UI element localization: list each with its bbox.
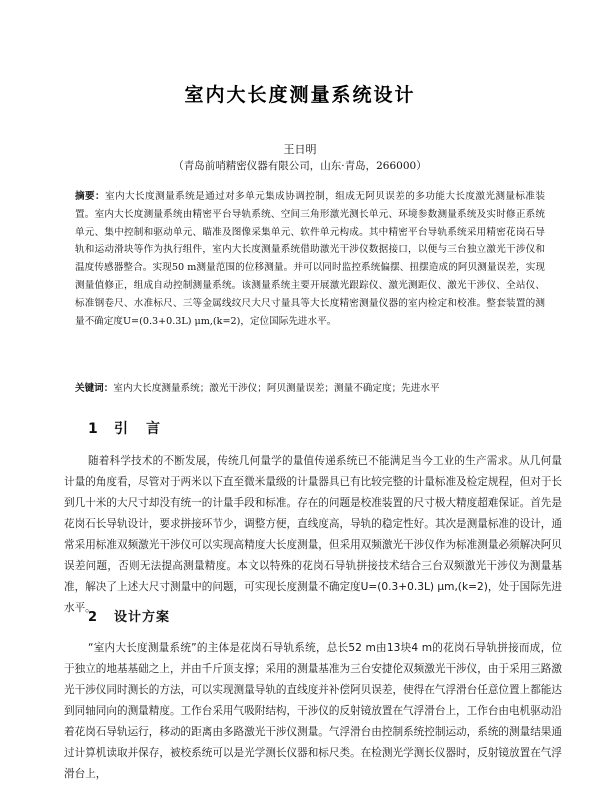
section-heading-design bbox=[88, 606, 170, 625]
abstract-text: 室内大长度测量系统是通过对多单元集成协调控制，组成无阿贝误差的多功能大长度激光测量标准装置。室内大长度测量系统由精密平台导轨系统、空间三角形激光测长单元、环境参数测量系统及实时修正系统单元、集中控制和驱动单元、瞄准及图像采集单元、软件单元构成。其中精密平台导轨系统采用精密花岗石导轨和运动滑块等作为执行组件，室内大长度测量系统借助激光干涉仪数据接口，以便与三台独立激光干涉仪和温度传感器整合。实现50 m测量范围的位移测量。并可以同时监控系统偏摆、扭摆造成的阿贝测量误差，实现测量值修正，组成自动控制测量系统。该测量系统主要开展激光跟踪仪、激光测距仪、激光干涉仪、全站仪、标准钢卷尺、水准标尺、三等金属线纹尺大尺寸量具等大长度精密测量仪器的室内检定和校准。整套装置的测量不确定度U=(0.3+0.3L) μm,(k=2)，定位国际先进水平。 bbox=[75, 191, 546, 327]
section-number: 1 bbox=[88, 421, 99, 437]
section-heading-introduction bbox=[88, 418, 178, 438]
author-affiliation: （青岛前哨精密仪器有限公司，山东·青岛，266000） bbox=[173, 160, 427, 172]
section-title: 设计方案 bbox=[114, 610, 171, 625]
section-number: 2 bbox=[88, 610, 99, 625]
keywords-label: 关键词： bbox=[75, 383, 114, 394]
abstract bbox=[75, 188, 545, 330]
author-name: 王日明 bbox=[283, 143, 317, 156]
introduction-paragraph: 随着科学技术的不断发展，传统几何量学的量值传递系统已不能满足当今工业的生产需求。从几何量计量的角度看，尽管对于两米以下直至微米量级的计量器具已有比较完整的计量标准及检定规程，但对于长到几十米的大尺寸却没有统一的计量手段和标准。存在的问题是校准装置的尺寸极大精度超难保证。首先是花岗石长导轨设计，要求拼接环节少，调整方便，直线度高，导轨的稳定性好。其次是测量标准的设计，通常采用标准双频激光干涉仪可以实现高精度大长度测量，但采用双频激光干涉仪作为标准测量必须解决阿贝误差问题，否则无法提高测量精度。本文以特殊的花岗石导轨拼接技术结合三台双频激光干涉仪为测量基准，解决了上述大尺寸测量中的问题，可实现长度测量不确定度U=(0.3+0.3L) μm,(k=2)，处于国际先进水平。 bbox=[64, 455, 562, 614]
paper-title: 室内大长度测量系统设计 bbox=[184, 84, 416, 106]
design-paragraph: “室内大长度测量系统”的主体是花岗石导轨系统，总长52 m由13块4 m的花岗石导轨拼接而成，位于独立的地基基础之上，并由千斤顶支撑；采用的测量基准为三台安捷伦双频激光干涉仪，由于采用三路激光干涉仪同时测长的方法，可以实现测量导轨的直线度并补偿阿贝误差，使得在气浮滑台任意位置上都能达到同轴同向的测量精度。工作台采用气吸附结构，干涉仪的反射镜放置在气浮滑台上，工作台由电机驱动沿着花岗石导轨运行，移动的距离由多路激光干涉仪测量。气浮滑台由控制系统控制运动，系统的测量结果通过计算机读取并保存，被校系统可以是光学测长仪器和标尺类。在检测光学测长仪器时，反射镜放置在气浮滑台上， bbox=[64, 642, 562, 780]
abstract-label: 摘要： bbox=[75, 191, 106, 202]
section-title: 引言 bbox=[114, 421, 178, 437]
keywords-text: 室内大长度测量系统；激光干涉仪；阿贝测量误差；测量不确定度；先进水平 bbox=[113, 383, 440, 394]
keywords bbox=[75, 380, 545, 397]
